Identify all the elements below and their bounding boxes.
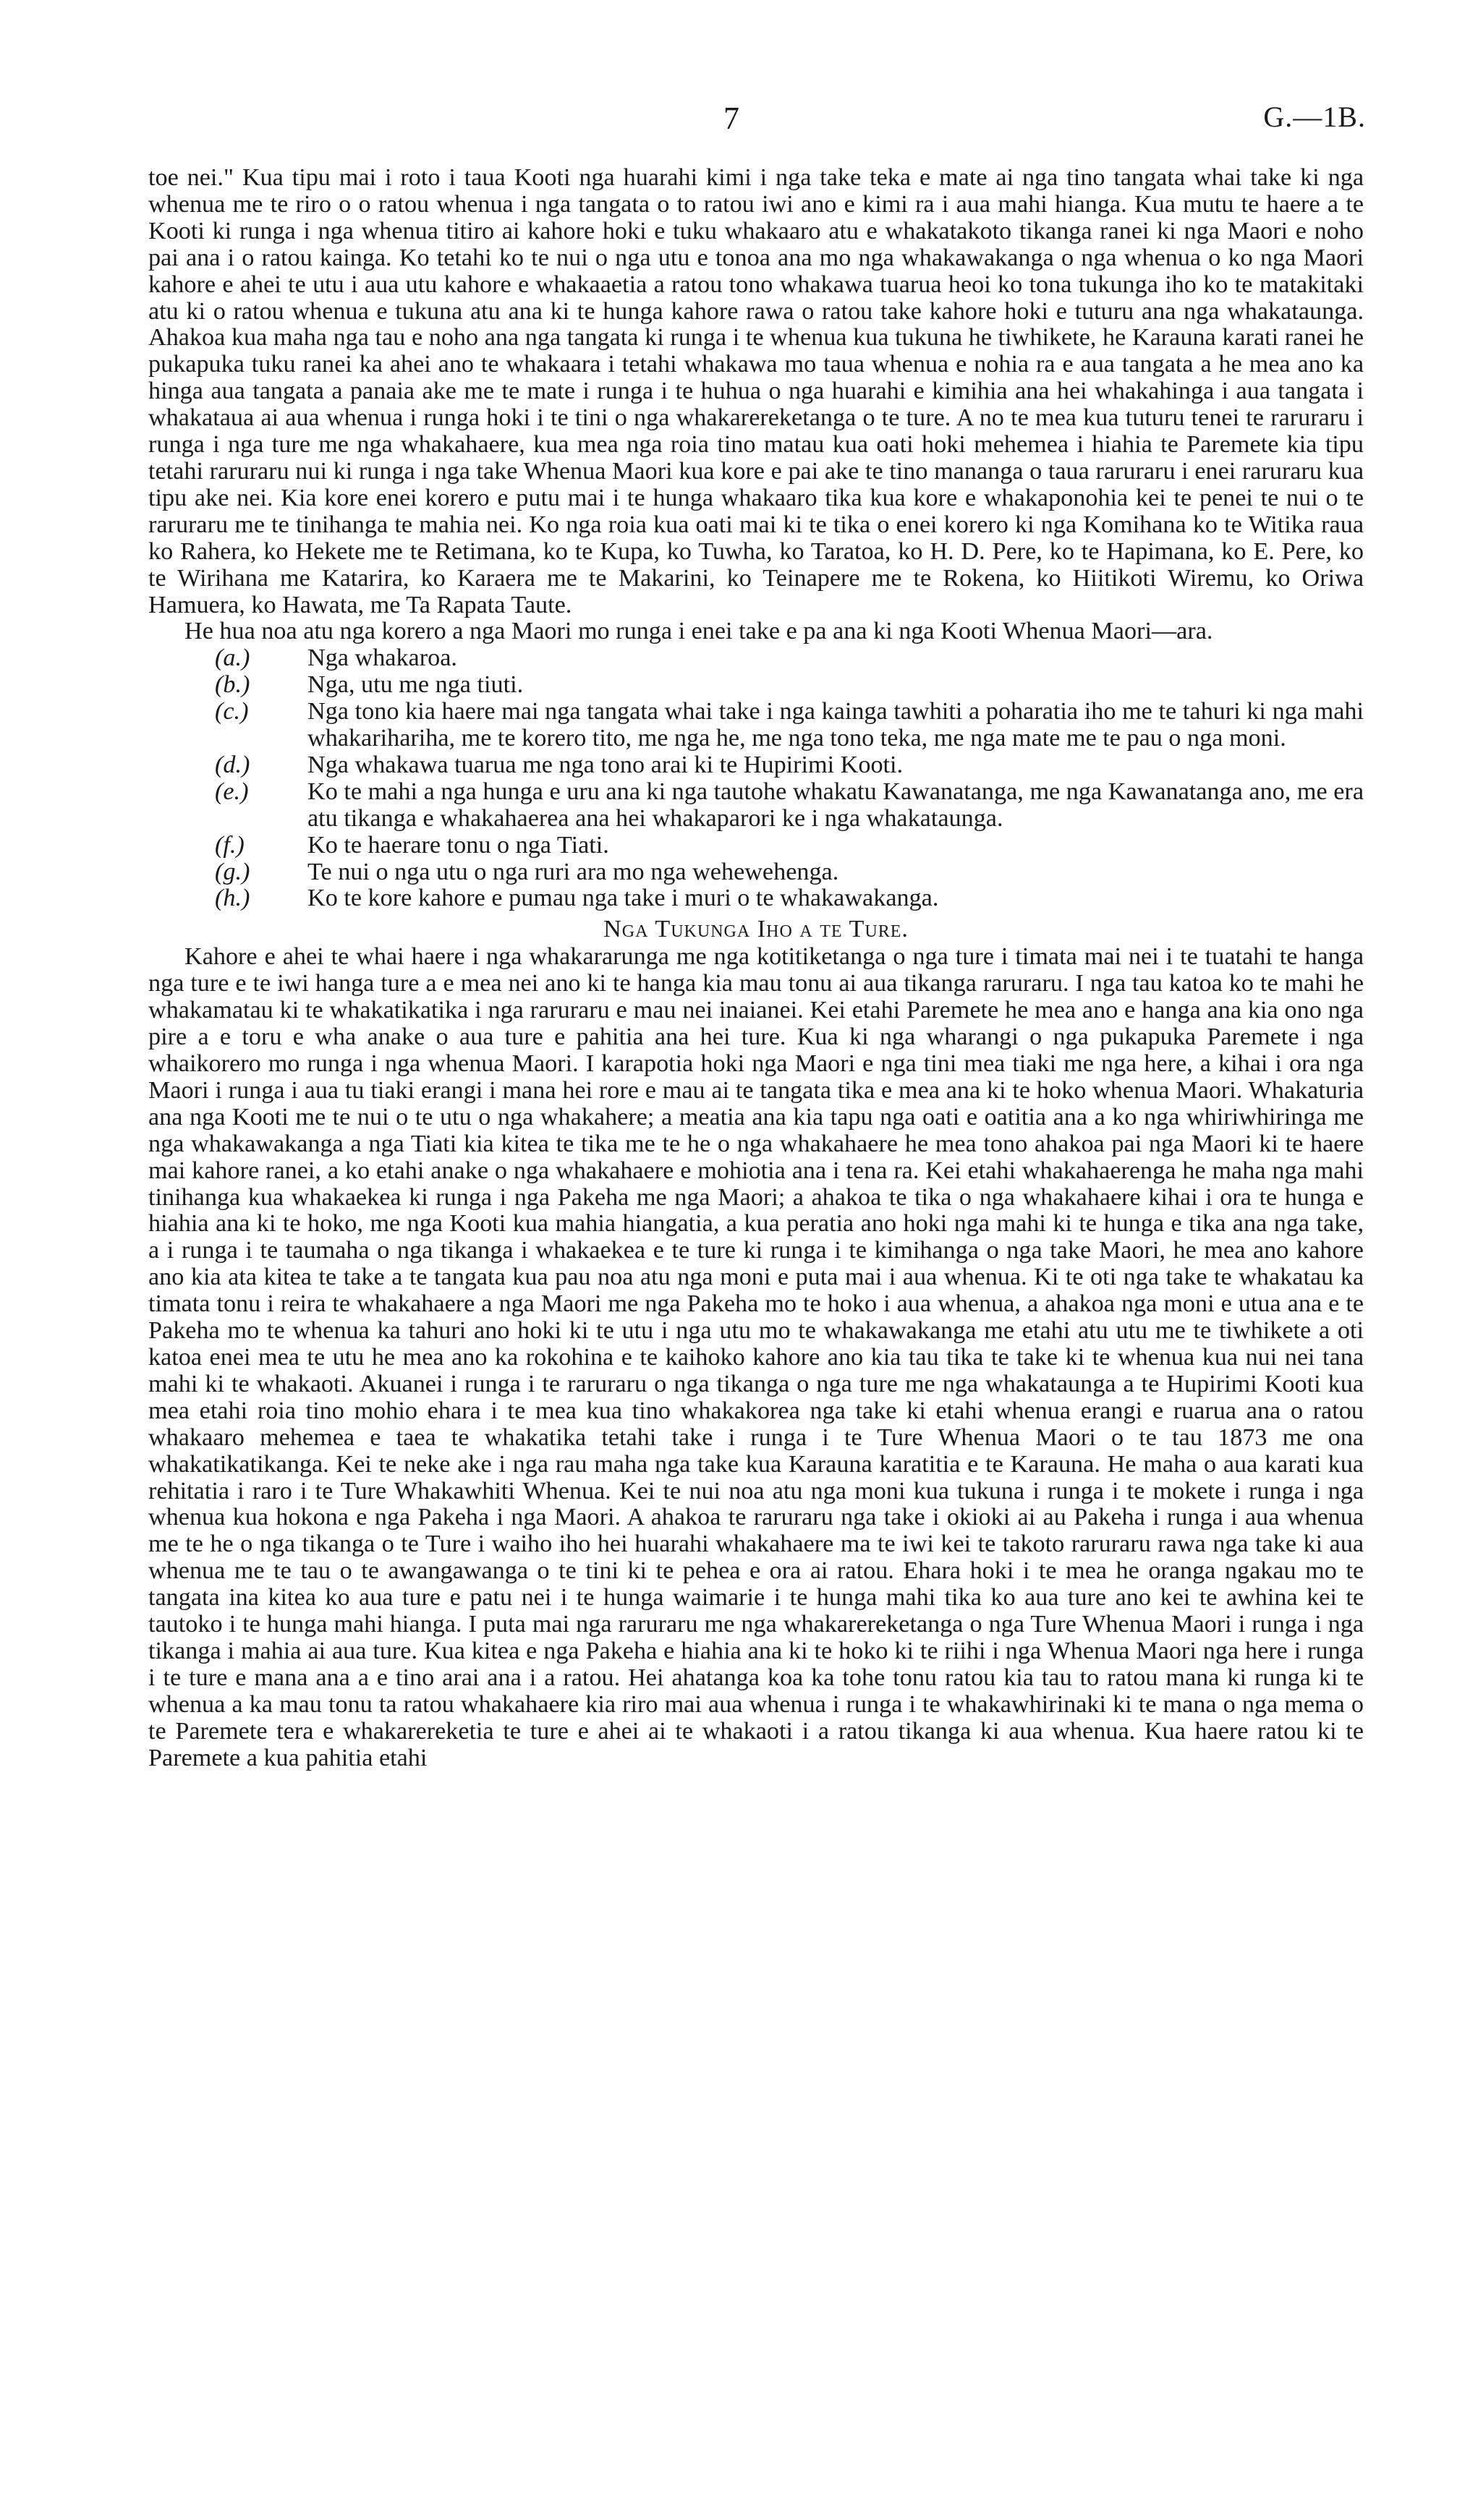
body-paragraph-2: He hua noa atu nga korero a nga Maori mo runga i enei take e pa ana ki nga Kooti Whenua Maori—ara.: [184, 618, 1213, 645]
list-item-label: (h.): [215, 885, 250, 912]
list-item-text: Te nui o nga utu o nga ruri ara mo nga wehewehenga.: [307, 858, 839, 885]
list-item-label: (e.): [215, 778, 249, 805]
page-header: [0, 100, 1478, 143]
list-item-label: (d.): [215, 751, 250, 778]
list-item-text: Nga, utu me nga tiuti.: [307, 671, 524, 699]
list-item: [148, 752, 1364, 779]
list-item-label: (b.): [215, 671, 250, 699]
list-item-text: Ko te haerare tonu o nga Tiati.: [307, 831, 609, 859]
list-item: [148, 885, 1364, 912]
body-paragraph-1: toe nei." Kua tipu mai i roto i taua Kooti nga huarahi kimi i nga take teka e mate ai nga tino tangata whai take ki nga whenua me te riro o o ratou whenua i nga tangata o to ratou iwi ano e kimi ra i aua mahi hianga. Kua mutu te haere a te Kooti ki runga i nga whenua titiro ai kahore hoki e tuku whakaaro atu e whakatakoto tikanga ranei ki nga Maori e noho pai ana i o ratou kainga. Ko tetahi ko te nui o nga utu e tonoa ana mo nga whakawakanga o nga whenua o ko nga Maori kahore e ahei te utu i aua utu kahore e whakaaetia a ratou tono whakawa tuarua heoi ko tona tukunga iho ko te matakitaki atu ki o ratou whenua e tukuna atu ana ki te hunga kahore rawa o ratou take kahore hoki e tuturu ana nga whakataunga. Ahakoa kua maha nga tau e noho ana nga tangata ki runga i te whenua kua tukuna he tiwhikete, he Karauna karati ranei he pukapuka tuku ranei ka ahei ano te whakaara i tetahi whakawa mo taua whenua e nohia ra e aua tangata a he mea ano ka hinga aua tangata a panaia ake me te mate i runga i te huhua o nga huarahi e kimihia ana hei whakahinga i aua tangata i whakataua ai aua whenua i runga hoki i te tini o nga whakarereketanga o te ture. A no te mea kua tuturu tenei te raruraru i runga i nga ture me nga whakahaere, kua mea nga roia tino matau kua oati hoki mehemea i hiahia te Paremete kia tipu tetahi raruraru nui ki runga i nga take Whenua Maori kua kore e pai ake te tino mananga o taua raruraru i enei raruraru kua tipu ake nei. Kia kore enei korero e putu mai i te hunga whakaaro tika kua kore e whakaponohia kei te penei te nui o te raruraru me te tinihanga te mahia nei. Ko nga roia kua oati mai ki te tika o enei korero ki nga Komihana ko te Witika raua ko Rahera, ko Hekete me te Retimana, ko te Kupa, ko Tuwha, ko Taratoa, ko H. D. Pere, ko te Hapimana, ko E. Pere, ko te Wirihana me Katarira, ko Karaera me te Makarini, ko Teinapere me te Rokena, ko Hiitikoti Wiremu, ko Oriwa Hamuera, ko Hawata, me Ta Rapata Taute.: [148, 164, 1364, 618]
list-item: [148, 779, 1364, 833]
page-body: [148, 165, 1364, 1771]
list-item-text: Nga tono kia haere mai nga tangata whai take i nga kainga tawhiti a poharatia iho me te tahuri ki nga mahi whakarihariha, me te korero tito, me nga he, me nga tono teka, me nga mate me te pau o nga moni.: [307, 698, 1364, 752]
list-item: [148, 833, 1364, 859]
list-item-label: (a.): [215, 644, 250, 672]
list-item-label: (g.): [215, 858, 250, 885]
list-item-label: (c.): [215, 698, 249, 725]
list-item: [148, 645, 1364, 672]
list-item: [148, 672, 1364, 699]
list-item-label: (f.): [215, 831, 245, 859]
document-reference: G.—1B.: [1263, 101, 1366, 133]
grievance-list: [148, 645, 1364, 912]
list-item: [148, 859, 1364, 886]
list-item-text: Nga whakaroa.: [307, 644, 457, 672]
page-number: 7: [723, 101, 739, 136]
list-item-text: Nga whakawa tuarua me nga tono arai ki te Hupirimi Kooti.: [307, 751, 904, 778]
list-item-text: Ko te kore kahore e pumau nga take i muri o te whakawakanga.: [307, 885, 939, 912]
list-item: [148, 699, 1364, 752]
list-item-text: Ko te mahi a nga hunga e uru ana ki nga tautohe whakatu Kawanatanga, me nga Kawanatanga ano, me era atu tikanga e whakahaerea ana hei whakaparori ke i nga whakataunga.: [307, 778, 1364, 832]
body-paragraph-3: Kahore e ahei te whai haere i nga whakararunga me nga kotitiketanga o nga ture i timata mai nei i te tuatahi te hanga nga ture e te iwi hanga ture a e mea nei ano ki te hanga kia mau tonu ai aua tikanga raruraru. I nga tau katoa ko te mahi he whakamatau ki te whakatikatika i nga raruraru e mau nei inaianei. Kei etahi Paremete he mea ano e hanga ana kia ono nga pire a e toru e wha anake o aua ture e pahitia ana hei ture. Kua ki nga wharangi o nga pukapuka Paremete i nga whaikorero mo runga i nga whenua Maori. I karapotia hoki nga Maori e nga tini mea tiaki me nga here, a kihai i ora nga Maori i runga i aua tu tiaki erangi i mana hei rore e mau ai te tangata tika e mea ana ki te hoko whenua Maori. Whakaturia ana nga Kooti me te nui o te utu o nga whakahere; a meatia ana kia tapu nga oati e oatitia ana a ko nga whiriwhiringa me nga whakawakanga a nga Tiati kia kitea te tika me te he o nga whakahaere he mea tono ahakoa pai nga Maori ki te haere mai kahore ranei, a ko etahi anake o nga whakahaere e mohiotia ana i tena ra. Kei etahi whakahaerenga he maha nga mahi tinihanga kua whakaekea ki runga i nga Pakeha me nga Maori; a ahakoa te tika o nga whakahaere kihai i ora te hunga e hiahia ana ki te hoko, me nga Kooti kua mahia hiangatia, a kua peratia ano hoki nga mahi ki te hunga e tika ana nga take, a i runga i te taumaha o nga tikanga i whakaekea e te ture ki runga i te kimihanga o nga take Maori, he mea ano kahore ano kia ata kitea te take a te tangata kua pau noa atu nga moni e puta mai i aua whenua. Ki te oti nga take te whakatau ka timata tonu i reira te whakahaere a nga Maori me nga Pakeha mo te hoko i aua whenua, a ahakoa nga moni e utua ana e te Pakeha mo te whenua ka tahuri ano hoki ki te utu i nga utu mo te whakawakanga me etahi atu utu me te tiwhikete a oti katoa enei mea te utu he mea ano ka rokohina e te kaihoko kahore ano kia tau tika te take ki te whenua kua nui nei tana mahi ki te whakaoti. Akuanei i runga i te raruraru o nga tikanga o nga ture me nga whakataunga a te Hupirimi Kooti kua mea etahi roia tino mohio ehara i te mea kua tino whakakorea nga take ki etahi whenua erangi e ruarua ana o ratou whakaaro mehemea e taea te whakatika tetahi take i runga i te Ture Whenua Maori o te tau 1873 me ona whakatikatikanga. Kei te neke ake i nga rau maha nga take kua Karauna karatitia e te Karauna. He maha o aua karati kua rehitatia i raro i te Ture Whakawhiti Whenua. Kei te nui noa atu nga moni kua tukuna i runga i te mokete i runga i nga whenua kua hokona e nga Pakeha i nga Maori. A ahakoa te raruraru nga take i okioki ai au Pakeha i runga i aua whenua me te he o nga tikanga o te Ture i waiho iho hei huarahi whakahaere ma te iwi kei te takoto raruraru rawa nga take ki aua whenua me te tau o te awangawanga o te tini ki te pehea e ora ai ratou. Ehara hoki i te mea he oranga ngakau mo te tangata ina kitea ko aua ture e patu nei i te hunga waimarie i te hunga mahi tika ko aua ture ano kei te awhina kei te tautoko i te hunga mahi hianga. I puta mai nga raruraru me nga whakarereketanga o nga Ture Whenua Maori i runga i nga tikanga i mahia ai aua ture. Kua kitea e nga Pakeha e hiahia ana ki te hoko ki te riihi i nga Whenua Maori nga here i runga i te ture e mana ana a e tino arai ana i a ratou. Hei ahatanga koa ka tohe tonu ratou kia tau to ratou mana ki runga ki te whenua a ka mau tonu ta ratou whakahaere kia riro mai aua whenua i runga i te whakawhirinaki ki te mana o nga mema o te Paremete tera e whakarereketia te ture e ahei ai te whakaoti i a ratou tikanga ki aua whenua. Kua haere ratou ki te Paremete a kua pahitia etahi: [148, 943, 1364, 1771]
section-heading: Nga Tukunga Iho a te Ture.: [603, 916, 909, 943]
